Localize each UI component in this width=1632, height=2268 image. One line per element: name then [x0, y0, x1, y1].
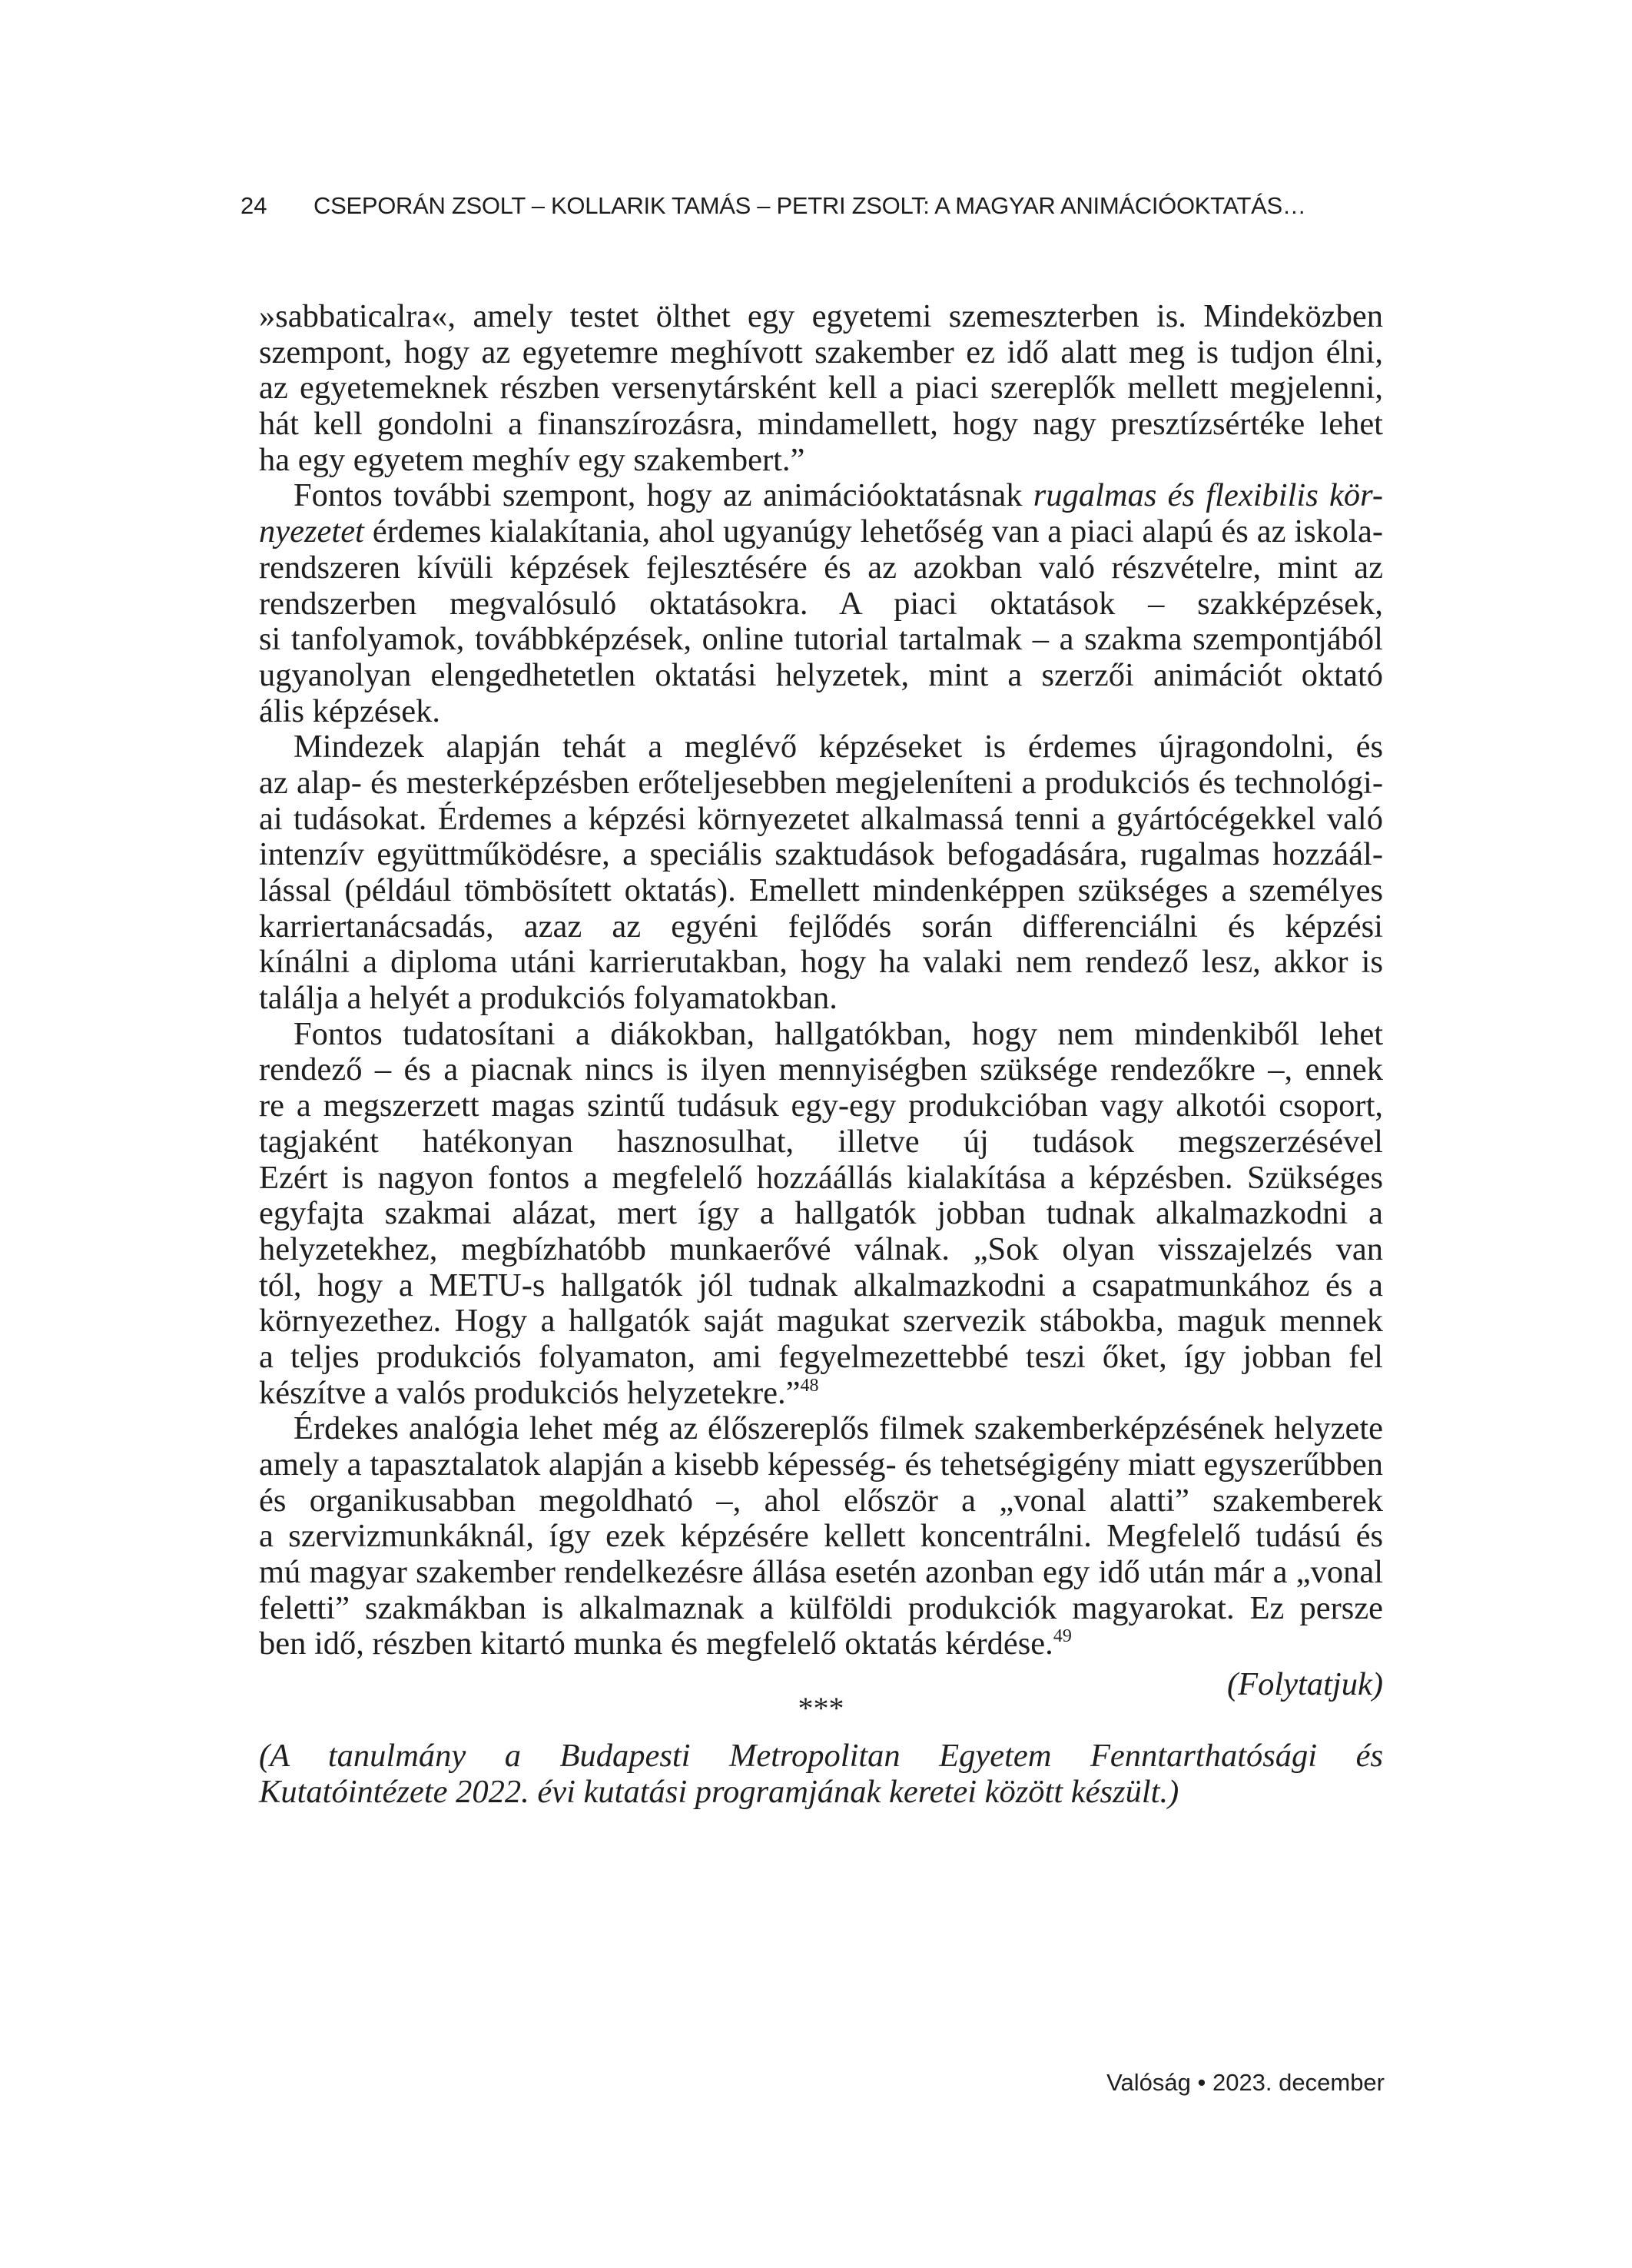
text-line: az alap- és mesterképzésben erőteljesebben megjeleníteni a produkciós és technológi- — [259, 765, 1383, 801]
text-line: mú magyar szakember rendelkezésre állása esetén azonban egy idő után már a „vonal — [259, 1555, 1383, 1591]
text-line: Fontos tudatosítani a diákokban, hallgatókban, hogy nem mindenkiből lehet — [294, 1016, 1383, 1052]
running-title: CSEPORÁN ZSOLT – KOLLARIK TAMÁS – PETRI ZSOLT: A MAGYAR ANIMÁCIÓOKTATÁS… — [313, 192, 1306, 219]
italic-phrase: nyezetet — [259, 514, 364, 550]
text-line: amely a tapasztalatok alapján a kisebb képesség- és tehetségigény miatt egyszerűbben — [259, 1447, 1383, 1483]
note-line: Kutatóintézete 2022. évi kutatási programjának keretei között készült.) — [259, 1773, 1179, 1810]
text-line: ális képzések. — [259, 692, 441, 729]
text-line: Érdekes analógia lehet még az élőszereplős filmek szakemberképzésének helyzete — [294, 1411, 1383, 1447]
footnote-ref-48[interactable]: 48 — [800, 1375, 819, 1396]
text-segment: készítve a valós produkciós helyzetekre.” — [259, 1374, 801, 1411]
text-line-with-italic — [259, 478, 1383, 514]
text-line: rendező – és a piacnak nincs is ilyen mennyiségben szüksége rendezőkre –, ennek — [259, 1052, 1383, 1088]
text-line: ugyanolyan elengedhetetlen oktatási helyzetek, mint a szerzői animációt oktató — [259, 657, 1383, 693]
page-number: 24 — [240, 192, 267, 219]
text-segment: ben idő, részben kitartó munka és megfelelő oktatás kérdése. — [259, 1625, 1053, 1662]
text-line: a teljes produkciós folyamaton, ami fegyelmezettebbé teszi őket, így jobban fel — [259, 1339, 1383, 1375]
text-line: egyfajta szakmai alázat, mert így a hallgatók jobban tudnak alkalmazkodni a — [259, 1196, 1383, 1232]
text-line: ha egy egyetem meghív egy szakembert.” — [259, 441, 805, 478]
text-line-with-footnote — [259, 1626, 1383, 1662]
text-line: ai tudásokat. Érdemes a képzési környezetet alkalmassá tenni a gyártócégekkel való — [259, 801, 1383, 837]
text-line: si tanfolyamok, továbbképzések, online tutorial tartalmak – a szakma szempontjából — [259, 622, 1383, 658]
text-line: lással (például tömbösített oktatás). Emellett mindenképpen szükséges a személyes — [259, 873, 1383, 908]
note-line: (A tanulmány a Budapesti Metropolitan Egyetem Fenntarthatósági és — [259, 1738, 1383, 1774]
text-line: hát kell gondolni a finanszírozásra, mindamellett, hogy nagy presztízsértéke lehet — [259, 407, 1383, 443]
text-line: tagjaként hatékonyan hasznosulhat, illetve új tudások megszerzésével — [259, 1124, 1383, 1160]
text-line-with-footnote — [259, 1376, 1383, 1412]
italic-phrase: rugalmas és flexibilis kör- — [1033, 478, 1383, 514]
text-line: rendszeren kívüli képzések fejlesztésére és az azokban való részvételre, mint az — [259, 550, 1383, 586]
acknowledgement-note — [259, 1738, 1383, 1810]
text-line: intenzív együttműködésre, a speciális szaktudások befogadására, rugalmas hozzáál- — [259, 837, 1383, 873]
page-footer: Valóság • 2023. december — [1106, 2069, 1385, 2096]
text-line: helyzetekhez, megbízhatóbb munkaerővé válnak. „Sok olyan visszajelzés van — [259, 1231, 1383, 1267]
text-line: »sabbaticalra«, amely testet ölthet egy egyetemi szemeszterben is. Mindeközben — [259, 299, 1383, 334]
text-line: a szervizmunkáknál, így ezek képzésére kellett koncentrálni. Megfelelő tudású és — [259, 1519, 1383, 1555]
footnote-ref-49[interactable]: 49 — [1053, 1626, 1072, 1647]
section-separator: *** — [798, 1691, 844, 1725]
text-line: találja a helyét a produkciós folyamatokban. — [259, 980, 838, 1017]
text-line: és organikusabban megoldható –, ahol először a „vonal alatti” szakemberek — [259, 1483, 1383, 1519]
text-line: rendszerben megvalósuló oktatásokra. A piaci oktatások – szakképzések, — [259, 586, 1383, 622]
text-segment: Fontos további szempont, hogy az animációoktatásnak — [294, 478, 1023, 514]
text-line: Mindezek alapján tehát a meglévő képzéseket is érdemes újragondolni, és — [294, 729, 1383, 765]
text-line: tól, hogy a METU-s hallgatók jól tudnak alkalmazkodni a csapatmunkához és a — [259, 1267, 1383, 1303]
text-line-with-italic — [259, 514, 1383, 550]
text-line: az egyetemeknek részben versenytársként kell a piaci szereplők mellett megjelenni, — [259, 370, 1383, 407]
text-segment: érdemes kialakítania, ahol ugyanúgy lehetőség van a piaci alapú és az iskola- — [372, 514, 1383, 550]
article-body — [259, 299, 1383, 1707]
text-line: Ezért is nagyon fontos a megfelelő hozzáállás kialakítása a képzésben. Szükséges — [259, 1160, 1383, 1196]
text-line: re a megszerzett magas szintű tudásuk egy-egy produkcióban vagy alkotói csoport, — [259, 1088, 1383, 1124]
continued-note: (Folytatjuk) — [1227, 1666, 1383, 1703]
text-line: szempont, hogy az egyetemre meghívott szakember ez idő alatt meg is tudjon élni, — [259, 334, 1383, 370]
running-header — [0, 189, 1632, 223]
text-line: kínálni a diploma utáni karrierutakban, hogy ha valaki nem rendező lesz, akkor is — [259, 945, 1383, 981]
text-line: karriertanácsadás, azaz az egyéni fejlődés során differenciálni és képzési — [259, 908, 1383, 945]
text-line: feletti” szakmákban is alkalmaznak a külföldi produkciók magyarokat. Ez persze — [259, 1590, 1383, 1626]
text-line: környezethez. Hogy a hallgatók saját magukat szervezik stábokba, maguk mennek — [259, 1303, 1383, 1340]
